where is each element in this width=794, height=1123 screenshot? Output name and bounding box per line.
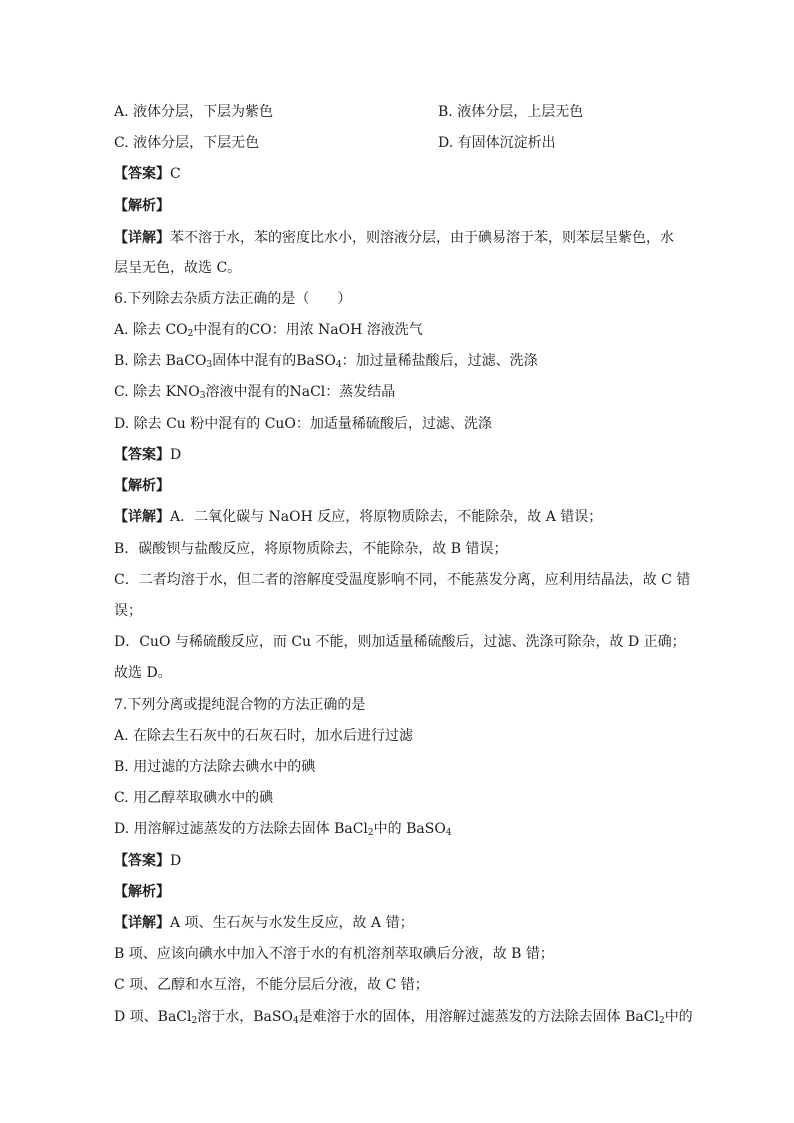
answer-value: D: [170, 853, 182, 869]
q6-option-c: [114, 382, 694, 402]
q7-d-text-1: D. 用溶解过滤蒸发的方法除去固体 BaCl: [114, 821, 368, 837]
answer-label: 【答案】: [114, 447, 170, 463]
q5-detail-line-1: [114, 228, 694, 248]
answer-label: 【答案】: [114, 166, 170, 182]
q5-analysis-label: 【解析】: [114, 198, 170, 214]
q7-det-d-text-1: D 项、BaCl: [114, 1009, 192, 1025]
q7-d-subscript-1: 2: [367, 828, 374, 838]
q7-det-d-text-4: 中的: [664, 1009, 693, 1025]
q6-detail-b: B．碳酸钡与盐酸反应，将原物质除去，不能除杂，故 B 错误；: [114, 541, 508, 557]
q7-d-text-2: 中的 BaSO: [373, 821, 446, 837]
detail-text: 苯不溶于水，苯的密度比水小，则溶液分层，由于碘易溶于苯，则苯层呈紫色，水: [170, 230, 674, 246]
answer-value: D: [170, 447, 182, 463]
q7-detail-a: [114, 913, 694, 933]
q7-stem: 7.下列分离或提纯混合物的方法正确的是: [114, 697, 366, 713]
q5-option-b: B. 液体分层，上层无色: [438, 104, 584, 120]
q7-option-a: A. 在除去生石灰中的石灰石时，加水后进行过滤: [114, 728, 414, 744]
q6-analysis-label: 【解析】: [114, 478, 170, 494]
q6-a-text-2: 中混有的CO：用浓 NaOH 溶液洗气: [193, 322, 423, 338]
q5-option-a: A. 液体分层，下层为紫色: [114, 104, 274, 120]
q6-option-b: [114, 351, 694, 371]
q7-det-d-subscript-3: 2: [658, 1016, 665, 1026]
detail-text: A 项、生石灰与水发生反应，故 A 错；: [170, 915, 414, 931]
q6-b-text-3: ：加过量稀盐酸后，过滤、洗涤: [341, 353, 538, 369]
q7-det-d-text-2: 溶于水，BaSO: [197, 1009, 293, 1025]
q6-a-subscript: 2: [187, 329, 194, 339]
q6-b-text-1: B. 除去 BaCO: [114, 353, 207, 369]
q7-option-d: [114, 819, 694, 839]
detail-label: 【详解】: [114, 915, 170, 931]
q6-detail-c-1: C．二者均溶于水，但二者的溶解度受温度影响不同，不能蒸发分离，应利用结晶法，故 C 错: [114, 572, 691, 588]
q6-a-text-1: A. 除去 CO: [114, 322, 188, 338]
q6-conclusion: 故选 D。: [114, 665, 172, 681]
detail-label: 【详解】: [114, 509, 170, 525]
q6-option-a: [114, 320, 694, 340]
q6-answer: [114, 445, 694, 465]
q7-detail-b: B 项、应该向碘水中加入不溶于水的有机溶剂萃取碘后分液，故 B 错；: [114, 946, 554, 962]
q7-option-b: B. 用过滤的方法除去碘水中的碘: [114, 759, 316, 775]
q6-detail-c-2: 误；: [114, 603, 142, 619]
q7-analysis-label: 【解析】: [114, 884, 170, 900]
q7-det-d-subscript-2: 4: [292, 1016, 299, 1026]
q6-c-text-2: 溶液中混有的NaCl：蒸发结晶: [205, 384, 396, 400]
q7-answer: [114, 851, 694, 871]
answer-value: C: [170, 166, 181, 182]
q7-option-c: C. 用乙醇萃取碘水中的碘: [114, 790, 274, 806]
q7-det-d-text-3: 是难溶于水的固体，用溶解过滤蒸发的方法除去固体 BaCl: [298, 1009, 659, 1025]
q6-option-d: D. 除去 Cu 粉中混有的 CuO：加适量稀硫酸后，过滤、洗涤: [114, 416, 492, 432]
q6-c-text-1: C. 除去 KNO: [114, 384, 200, 400]
q6-b-subscript-1: 3: [206, 360, 213, 370]
q6-detail-a: [114, 507, 694, 527]
detail-text: A．二氧化碳与 NaOH 反应，将原物质除去，不能除杂，故 A 错误；: [170, 509, 603, 525]
q5-detail-line-2: 层呈无色，故选 C。: [114, 260, 242, 276]
answer-label: 【答案】: [114, 853, 170, 869]
q6-b-subscript-2: 4: [335, 360, 342, 370]
q6-detail-d: D．CuO 与稀硫酸反应，而 Cu 不能，则加适量稀硫酸后，过滤、洗涤可除杂，故 D 正确；: [114, 634, 686, 650]
q7-d-subscript-2: 4: [445, 828, 452, 838]
q6-b-text-2: 固体中混有的BaSO: [212, 353, 336, 369]
q6-stem: 6.下列除去杂质方法正确的是（ ）: [114, 291, 352, 307]
q7-detail-c: C 项、乙醇和水互溶，不能分层后分液，故 C 错；: [114, 977, 429, 993]
q7-detail-d: [114, 1007, 694, 1027]
q6-c-subscript: 3: [199, 391, 206, 401]
q5-option-c: C. 液体分层，下层无色: [114, 135, 260, 151]
q7-det-d-subscript-1: 2: [191, 1016, 198, 1026]
q5-answer: [114, 164, 694, 184]
detail-label: 【详解】: [114, 230, 170, 246]
q5-option-d: D. 有固体沉淀析出: [438, 135, 556, 151]
